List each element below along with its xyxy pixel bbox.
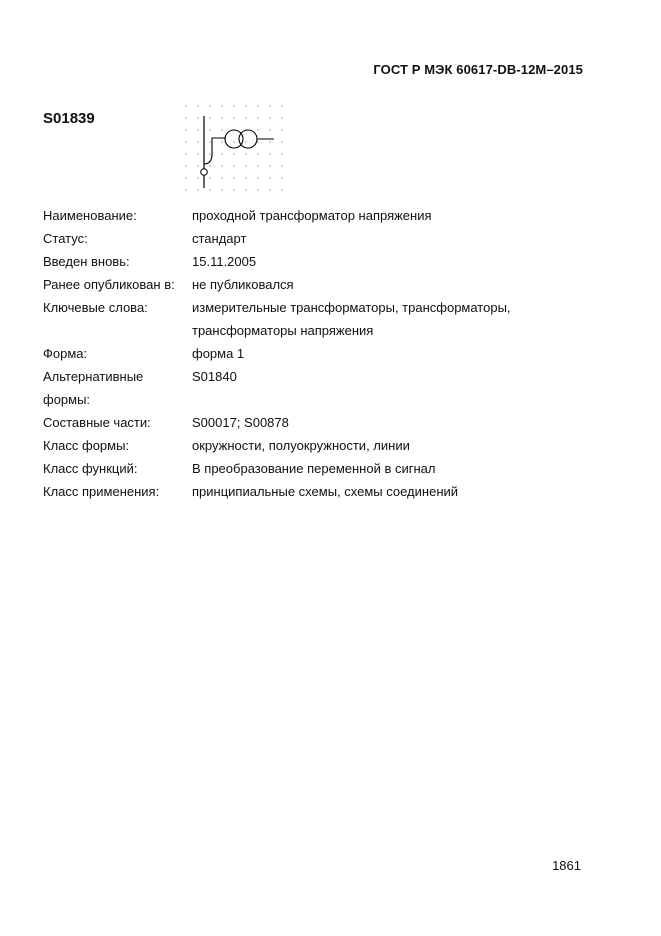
grid-dot xyxy=(245,105,246,106)
grid-dot xyxy=(245,153,246,154)
grid-dot xyxy=(281,105,282,106)
grid-dot xyxy=(197,177,198,178)
grid-dot xyxy=(209,177,210,178)
grid-dot xyxy=(233,141,234,142)
attribute-row-application-class xyxy=(43,480,603,503)
grid-dot xyxy=(257,105,258,106)
grid-dot xyxy=(209,141,210,142)
attribute-label: Введен вновь: xyxy=(43,254,130,269)
attribute-label: Альтернативные xyxy=(43,369,144,384)
attribute-row-alternative-forms-cont xyxy=(43,388,603,411)
attribute-value: трансформаторы напряжения xyxy=(192,323,374,338)
grid-dot xyxy=(185,105,186,106)
grid-dot xyxy=(245,177,246,178)
attribute-row-status xyxy=(43,227,603,250)
grid-dot xyxy=(281,189,282,190)
attribute-value: В преобразование переменной в сигнал xyxy=(192,461,436,476)
grid-dot xyxy=(233,153,234,154)
grid-dot xyxy=(185,117,186,118)
attribute-row-introduced xyxy=(43,250,603,273)
grid-dot xyxy=(197,153,198,154)
grid-dot xyxy=(185,153,186,154)
grid-dot xyxy=(281,153,282,154)
grid-dot xyxy=(233,165,234,166)
symbol-code: S01839 xyxy=(43,110,95,127)
grid-dot xyxy=(197,105,198,106)
attribute-list xyxy=(43,204,603,503)
attribute-value: принципиальные схемы, схемы соединений xyxy=(192,484,459,499)
grid-dot xyxy=(257,117,258,118)
attribute-value: 15.11.2005 xyxy=(192,254,257,269)
page-number: 1861 xyxy=(552,858,581,873)
grid-dot xyxy=(233,189,234,190)
grid-dot xyxy=(209,105,210,106)
grid-dot xyxy=(269,177,270,178)
attribute-row-function-class xyxy=(43,457,603,480)
attribute-value: стандарт xyxy=(192,231,247,246)
grid-dot xyxy=(221,117,222,118)
grid-dot xyxy=(197,117,198,118)
grid-dot xyxy=(233,105,234,106)
grid-dot xyxy=(269,141,270,142)
attribute-row-previously-published xyxy=(43,273,603,296)
grid-dot xyxy=(209,117,210,118)
grid-dot xyxy=(281,129,282,130)
grid-dot xyxy=(185,129,186,130)
grid-dot xyxy=(269,153,270,154)
attribute-row-components xyxy=(43,411,603,434)
grid-dot xyxy=(221,141,222,142)
grid-dot xyxy=(269,117,270,118)
grid-dot xyxy=(185,165,186,166)
grid-dot xyxy=(269,129,270,130)
grid-dot xyxy=(185,141,186,142)
grid-dot xyxy=(269,165,270,166)
grid-dot xyxy=(221,177,222,178)
attribute-label: формы: xyxy=(43,392,91,407)
grid-dot xyxy=(221,165,222,166)
grid-dot xyxy=(245,141,246,142)
attribute-label: Ранее опубликован в: xyxy=(43,277,175,292)
grid-dot xyxy=(197,141,198,142)
grid-dot xyxy=(197,129,198,130)
attribute-label: Класс формы: xyxy=(43,438,130,453)
attribute-label: Класс функций: xyxy=(43,461,138,476)
attribute-value: проходной трансформатор напряжения xyxy=(192,208,432,223)
grid-dot xyxy=(221,153,222,154)
grid-dot xyxy=(269,105,270,106)
transformer-symbol-icon xyxy=(184,104,284,200)
grid-dot xyxy=(281,165,282,166)
grid-dot xyxy=(245,117,246,118)
grid-dot xyxy=(221,129,222,130)
attribute-value: S00017; S00878 xyxy=(192,415,289,430)
attribute-label: Класс применения: xyxy=(43,484,160,499)
grid-dot xyxy=(233,117,234,118)
document-header: ГОСТ Р МЭК 60617-DB-12M–2015 xyxy=(373,62,583,77)
attribute-value: окружности, полуокружности, линии xyxy=(192,438,410,453)
grid-dot xyxy=(209,189,210,190)
grid-dot xyxy=(281,141,282,142)
attribute-value: форма 1 xyxy=(192,346,245,361)
attribute-row-shape-class xyxy=(43,434,603,457)
grid-dot xyxy=(257,189,258,190)
attribute-label: Ключевые слова: xyxy=(43,300,148,315)
grid-dot xyxy=(197,189,198,190)
grid-dot xyxy=(245,189,246,190)
attribute-value: S01840 xyxy=(192,369,237,384)
grid-dot xyxy=(185,189,186,190)
grid-dot xyxy=(185,177,186,178)
grid-dot xyxy=(257,165,258,166)
attribute-label: Форма: xyxy=(43,346,88,361)
grid-dot xyxy=(257,177,258,178)
attribute-label: Статус: xyxy=(43,231,88,246)
attribute-row-name xyxy=(43,204,603,227)
grid-dot xyxy=(209,129,210,130)
attribute-row-form xyxy=(43,342,603,365)
grid-dot xyxy=(257,141,258,142)
grid-dot xyxy=(209,165,210,166)
grid-dot xyxy=(233,177,234,178)
attribute-row-keywords xyxy=(43,296,603,342)
attribute-value: измерительные трансформаторы, трансформаторы, xyxy=(192,300,511,315)
attribute-row-alternative-forms xyxy=(43,365,603,388)
grid-dot xyxy=(257,153,258,154)
grid-dot xyxy=(245,165,246,166)
grid-dot xyxy=(209,153,210,154)
grid-dot xyxy=(281,117,282,118)
grid-dot xyxy=(281,177,282,178)
grid-dot xyxy=(221,189,222,190)
grid-dot xyxy=(197,165,198,166)
attribute-label: Составные части: xyxy=(43,415,151,430)
grid-dot xyxy=(269,189,270,190)
attribute-label: Наименование: xyxy=(43,208,137,223)
grid-dot xyxy=(257,129,258,130)
attribute-value: не публиковался xyxy=(192,277,294,292)
grid-dot xyxy=(221,105,222,106)
